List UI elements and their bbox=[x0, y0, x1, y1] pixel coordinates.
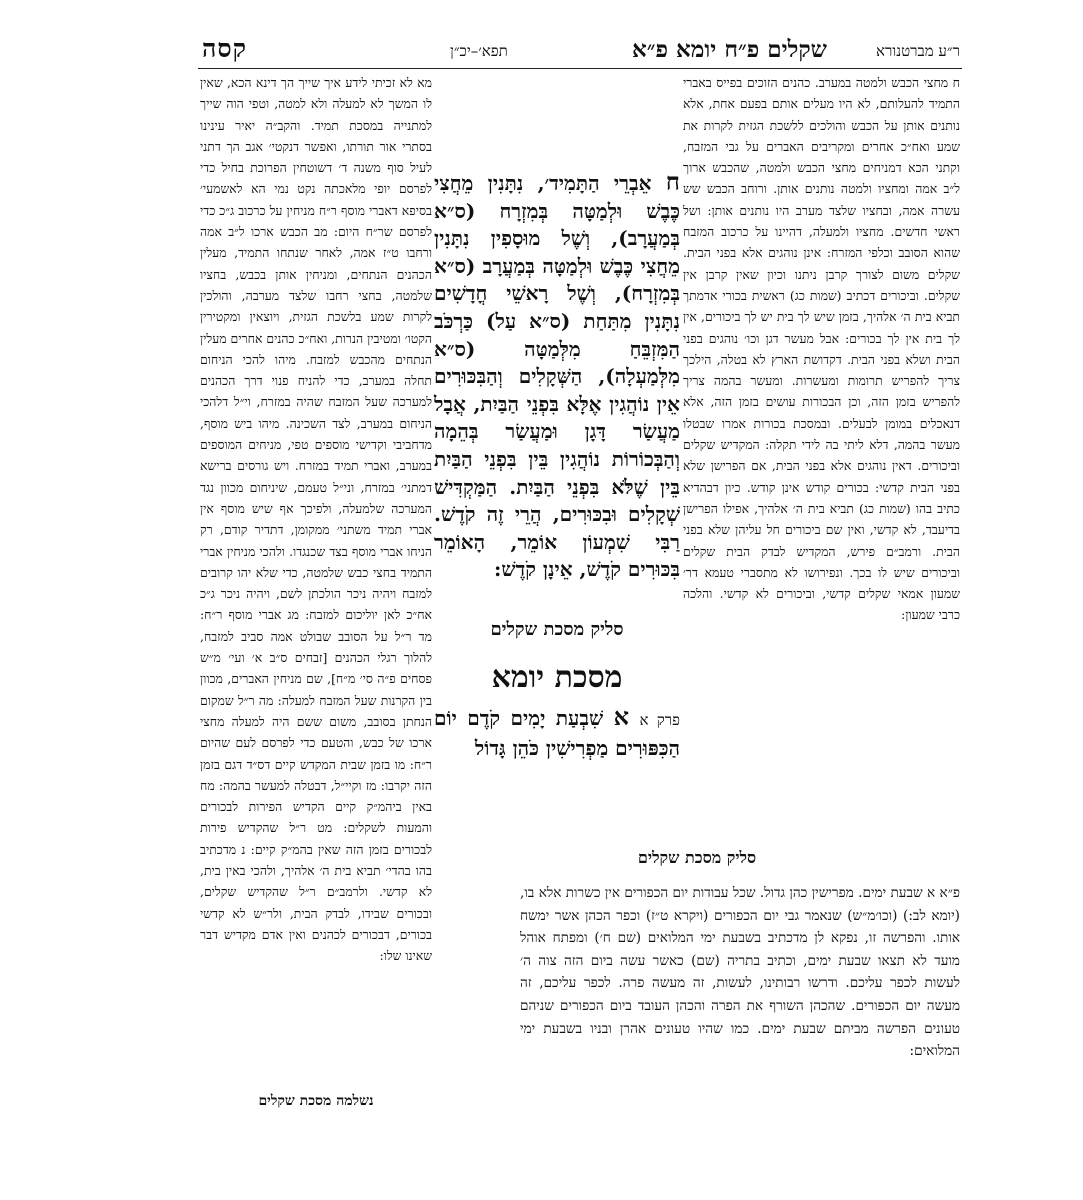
perek-label: פרק א bbox=[639, 711, 680, 729]
mishnah-closing: סליק מסכת שקלים bbox=[490, 619, 624, 640]
section-range: תפא׳–יכ״ן bbox=[450, 42, 508, 60]
header-rule bbox=[198, 68, 962, 69]
yoma-letter: א bbox=[613, 702, 630, 731]
mishnah-text bbox=[434, 167, 680, 582]
page-header bbox=[200, 34, 960, 64]
yoma-mishnah-body: שִׁבְעַת יָמִים קֹדֶם יוֹם הַכִּפּוּרִים מַפְרִישִׁין כֹּהֵן גָּדוֹל bbox=[434, 706, 680, 760]
yoma-title: מסכת יומא bbox=[491, 660, 623, 695]
commentary-label: ר״ע מברטנורא bbox=[876, 42, 960, 60]
bartenura-closing: סליק מסכת שקלים bbox=[637, 848, 757, 867]
mishnah-letter: ח bbox=[665, 167, 680, 196]
tractate-title: שקלים פ״ח יומא פ״א bbox=[632, 36, 827, 63]
bartenura-commentary-column: ח מחצי הכבש ולמטה במערב. כהנים הזוכים בפייס באברי התמיד להעלותם, לא היו מעלים אותם בפעם אחת, אלא נותנים אותן על הכבש והולכים ללשכת הגזית לקרות את שמע ואח״כ אחרים ומקריבים האברים על גבי המזבח, וקתני הכא דמניחים מחצי הכבש ולמטה, שהכבש ארוך ל״ב אמה ומחציו ולמטה נותנים אותן. ורוחב הכבש שש עשרה אמה, ובחציו שלצד מערב היו נותנים אותן: ושל ראשי חדשים. מחציו ולמעלה, דהיינו על כרכוב המזבח שהוא הסובב וכלפי המזרח: אינן נוהגים אלא בפני הבית. שקלים משום לצורך קרבן ניתנו וכיון שאין קרבן אין שקלים. וביכורים דכתיב (שמות כג) ראשית בכורי אדמתך תביא בית ה׳ אלהיך, בזמן שיש לך בית יש לך ביכורים, אין לך בית אין לך בכורים: אבל מעשר דגן וכו׳ נוהגים בפני הבית ושלא בפני הבית. דקדושת הארץ לא בטלה, הילכך צריך להפריש תרומות ומעשרות. ומעשר בהמה צריך להפריש בזמן הזה, וכן הבכורות עושים בזמן הזה, אלא דנאכלים במומן לבעלים. ובמסכת בכורות אמרו שבטלו מעשר בהמה, דלא ליתי בה לידי תקלה: המקדיש שקלים וביכורים. דאין נוהגים אלא בפני הבית, אם הפרישן שלא בפני הבית קדשי: בכורים קודש אינן קודש. כיון דבהדיא כתיב בהו (שמות כג) תביא בית ה׳ אלהיך, אפילו הפרישן בדיעבד, לא קדשי, ואין שם ביכורים חל עליהן שלא בפני הבית. ורמב״ם פירש, המקדיש לבדק הבית שקלים וביכורים שיש לו בכך. ונפירושו לא מתסברי טעמא דר׳ שמעון אמאי שקלים קדשי, וביכורים לא קדשי. והלכה כרבי שמעון: bbox=[683, 75, 960, 623]
left-commentary-column: מא לא זכיתי לידע איך שייך הך דינא הכא, שאין לו המשך לא למעלה ולא למטה, וטפי הוה שייך למתנייה במסכת תמיד. והקב״ה יאיר עינינו בסתרי אור תורתו, ואפשר דנקטי׳ אגב הך דתני לעיל סוף משנה ד׳ דשוטחין הפרוכת בחיל כדי לפרסם יופי מלאכתה נקט נמי הא לאשמעי׳ בסיפא דאברי מוסף ר״ח מניחין על כרכוב ג״כ כדי לפרסם שר״ח היום: מב הכבש ארכו ל״ב אמה ורחבו ט״ז אמה, לאחר שנתחו התמיד, מעלין הכהנים הנתחים, ומניחין אותן בכבש, בחציו שלמטה, בחצי רחבו שלצד מערבה, והולכין לקרות שמע בלשכת הגזית, ויוצאין ומקטירין הקטו׳ ומטיבין הנרות, ואח״כ כהנים אחרים מעלין הנתחים מהכבש למזבח. מיהו להכי הניחום תחלה במערב, כדי להניח פנוי דרך הכהנים למערכה שעל המזבח שהיה במזרח, וי״ל דלהכי הניחום במערב, לצד השכינה. מיהו ביש מוסף, מדחביבי וקדישי מוספים טפי, מניחים המוספים במערב, ואברי תמיד במזרח. ויש גורסים ברישא דמתני׳ במזרח, וני״ל טעמם, שיניחום מכוון נגד המערכה שלמעלה, ולפיכך אף שיש מוסף אין אברי תמיד משתני׳ ממקומן, דתדיר קודם, רק הניחו אברי מוסף בצד שכנגדו. ולהכי מניחין אברי התמיד בחצי כבש שלמטה, כדי שלא יהו קרובים למזבח ויהיה ניכר הולכתן לשם, ויהיה ניכר ג״כ אח״כ לאן יוליכום למזבח: מג אברי מוסף ר״ח: מד ר״ל על הסובב שבולט אמה סביב למזבח, להלוך רגלי הכהנים [זבחים ס״ב א׳ ועי׳ מ״ש פסחים פ״ה סי׳ מ״ח], שם מניחין האברים, מכוון בין הקרנות שעל המזבח למעלה: מה ר״ל שמקום הנחתן בסובב, משום ששם היה למעלה מחצי ארכו של כבש, והטעם כדי לפרסם לעם שהיום ר״ח: מו בזמן שבית המקדש קיים דס״ד דגם בזמן הזה יקרבו: מז וקיי״ל, דבטלה למעשר בהמה: מח באין ביהמ״ק קיים הקדיש הפירות לבכורים והמעות לשקלים: מט ר״ל שהקדיש פירות לבכורים בזמן הזה שאין בהמ״ק קיים: נ מדכתיב בהו בהדי׳ תביא בית ה׳ אלהיך, ולהכי באין בית, לא קדשי. ולרמב״ם ר״ל שהקדיש שקלים, ובכורים שבידו, לבדק הבית, ולר״ש לא קדשי בכורים, דבכורים לכהנים ואין אדם מקדיש דבר שאינו שלו: bbox=[200, 75, 432, 964]
yoma-first-mishnah bbox=[434, 703, 680, 761]
tractate-completed-label: נשלמה מסכת שקלים bbox=[258, 1093, 374, 1109]
yoma-bartenura-commentary: פ״א א שבעת ימים. מפרישין כהן גדול. שכל עבודות יום הכפורים אין כשרות אלא בו, (יומא לב:) (וכו׳מ״ש) שנאמר גבי יום הכפורים (ויקרא ט״ז) וכפר הכהן אשר ימשח אותו. והפרשה זו, נפקא לן מדכתיב בשבעת ימי המלואים (שם ח׳) ומפתח אוהל מועד לא תצאו שבעת ימים, וכתיב בתריה (שם) כאשר עשה ביום הזה צוה ה׳ לעשות לכפר עליכם. ודרשו רבותינו, לעשות, זה מעשה פרה. לכפר עליכם, זה מעשה יום הכפורים. שהכהן השורף את הפרה והכהן העובד ביום הכפורים שניהם טעונים הפרשה מביתם שבעת ימים. כמו שהיו טעונים אהרן ובניו בשבעת ימי המלואים: bbox=[520, 885, 960, 1060]
page-number: קסה bbox=[202, 34, 247, 63]
mishnah-body: אֵבְרֵי הַתָּמִיד׳, נִתָּנִין מֵחֲצִי כֶּבֶשׁ וּלְמַטָּה בְּמִזְרָח (ס״א בְּמַעֲרָב), וְשֶׁל מוּסָפִין נִתָּנִין מֵחֲצִי כֶּבֶשׁ וּלְמַטָּה בְּמַעֲרָב (ס״א בְּמִזְרָח), וְשֶׁל רָאשֵׁי חֳדָשִׁים נִתָּנִין מִתַּחַת (ס״א עַל) כַּרְכֹּב הַמִּזְבֵּחַ מִלְּמַטָּה (ס״א מִלְּמַעְלָה), הַשְּׁקָלִים וְהַבִּכּוּרִים אֵין נוֹהֲגִין אֶלָּא בִּפְנֵי הַבַּיִת, אֲבָל מַעֲשַׂר דָּגָן וּמַעֲשַׂר בְּהֵמָה וְהַבְּכוֹרוֹת נוֹהֲגִין בֵּין בִּפְנֵי הַבַּיִת בֵּין שֶׁלֹּא בִּפְנֵי הַבַּיִת. הַמַּקְדִּישׁ שְׁקָלִים וּבִכּוּרִים, הֲרֵי זֶה קֹדֶשׁ. רַבִּי שִׁמְעוֹן אוֹמֵר, הָאוֹמֵר בִּכּוּרִים קֹדֶשׁ, אֵינָן קֹדֶשׁ: bbox=[434, 171, 680, 582]
